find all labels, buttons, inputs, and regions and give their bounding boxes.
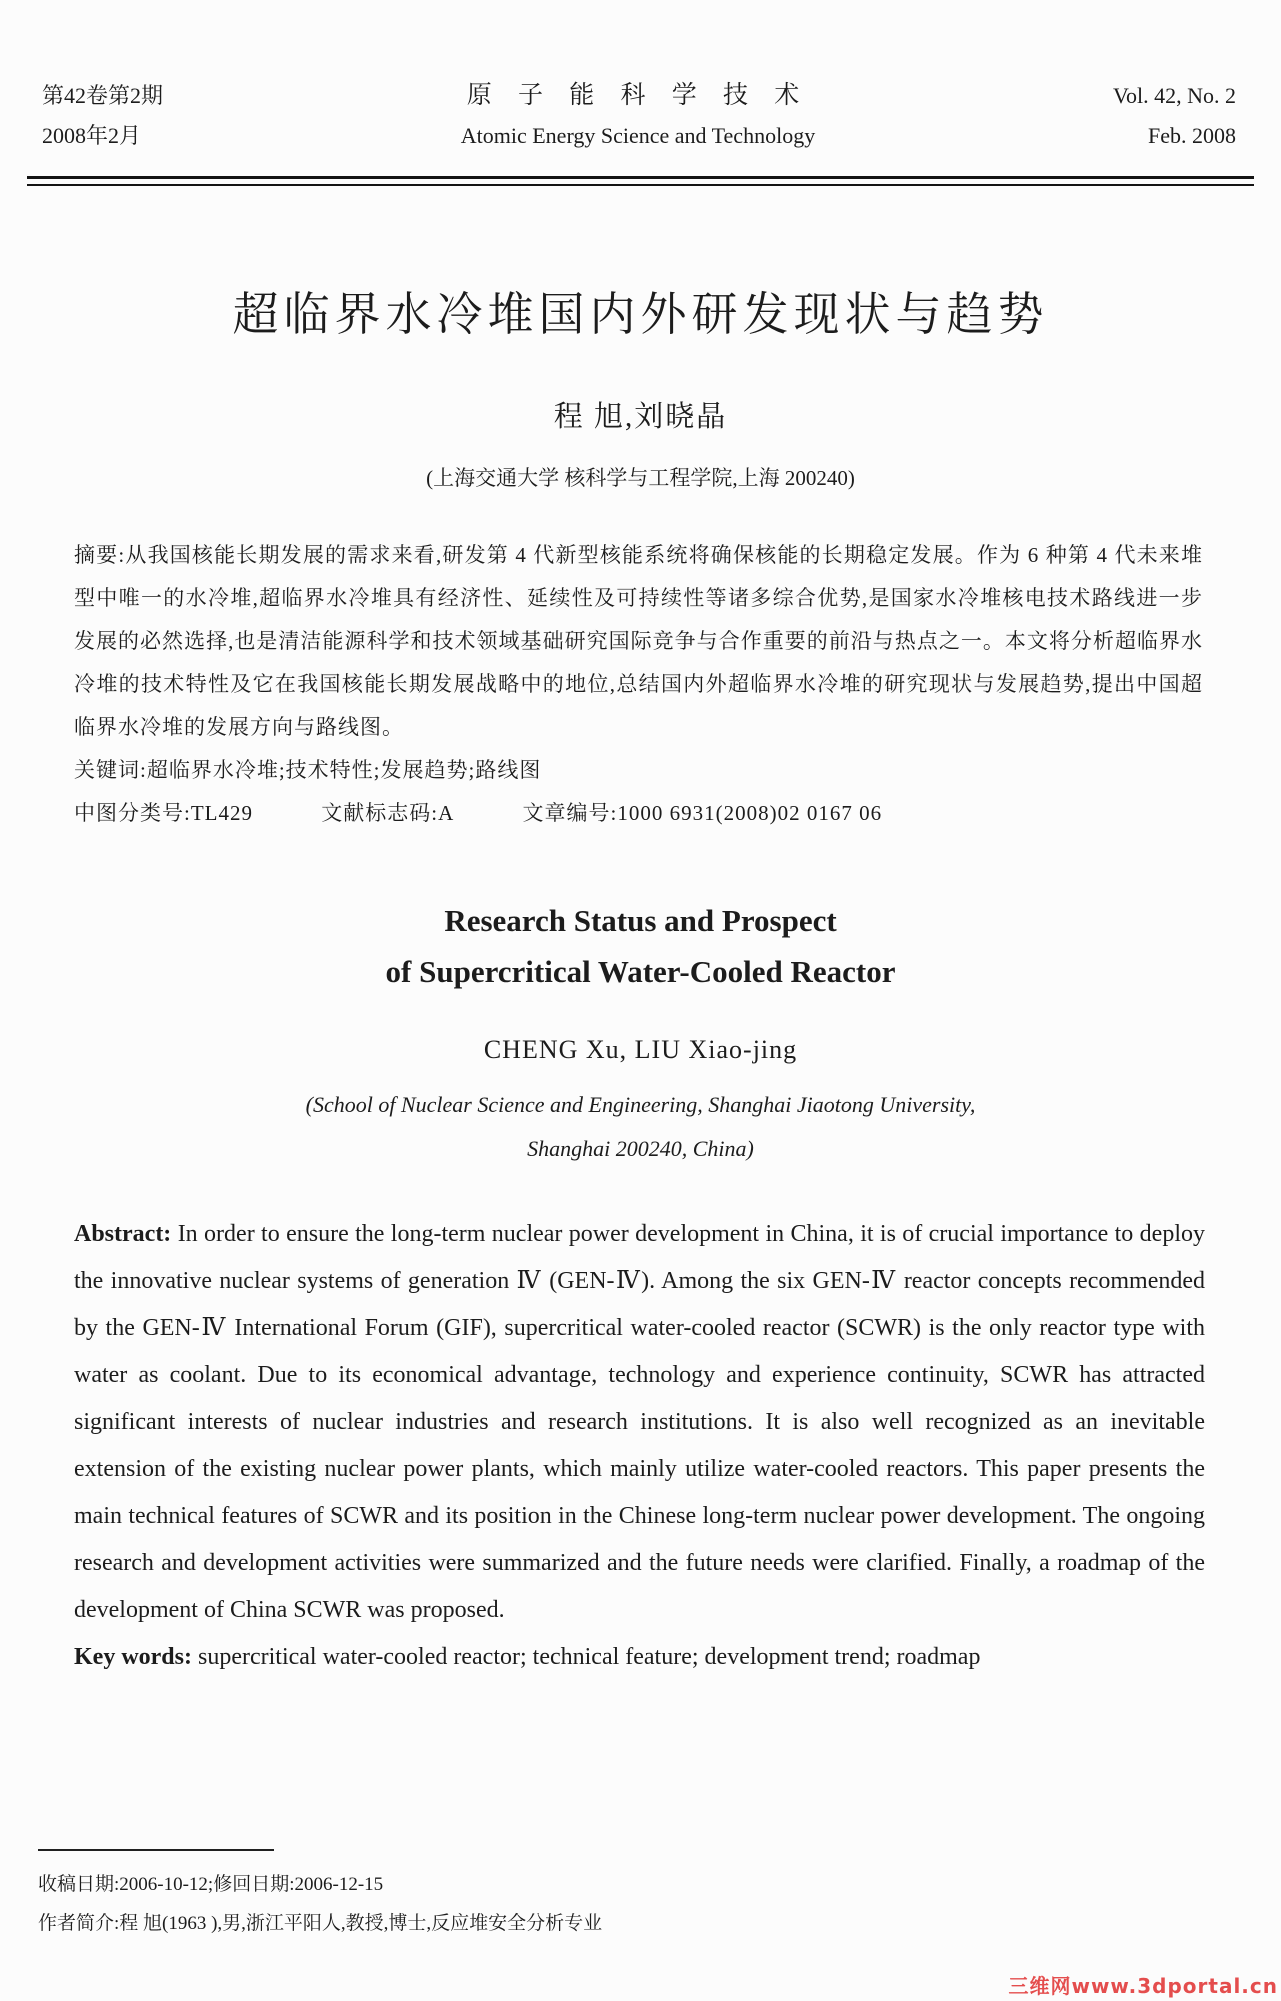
abstract-cn-text: 从我国核能长期发展的需求来看,研发第 4 代新型核能系统将确保核能的长期稳定发展。作为 6 种第 4 代未来堆型中唯一的水冷堆,超临界水冷堆具有经济性、延续性及可持续性等诸多综合优势,是国家水冷堆核电技术路线进一步发展的必然选择,也是清洁能源科学和技术领域基础研究国际竞争与合作重要的前沿与热点之一。本文将分析超临界水冷堆的技术特性及它在我国核能长期发展战略中的地位,总结国内外超临界水冷堆的研究现状与发展趋势,提出中国超临界水冷堆的发展方向与路线图。 — [74, 543, 1203, 739]
masthead-right — [1113, 76, 1236, 156]
affiliation-en — [0, 1083, 1281, 1171]
authors-cn: 程 旭,刘晓晶 — [553, 401, 728, 433]
clc-value: TL429 — [190, 801, 253, 825]
keywords-en-text: supercritical water-cooled reactor; technical feature; development trend; roadmap — [197, 1644, 981, 1670]
clc-label: 中图分类号: — [74, 801, 191, 825]
site-watermark: 三维网www.3dportal.cn — [1008, 1974, 1278, 1998]
keywords-cn-text: 超临界水冷堆;技术特性;发展趋势;路线图 — [146, 758, 542, 782]
abstract-en — [74, 1211, 1205, 1634]
author-biography: 作者简介:程 旭(1963 ),男,浙江平阳人,教授,博士,反应堆安全分析专业 — [38, 1913, 603, 1934]
article-title-cn: 超临界水冷堆国内外研发现状与趋势 — [232, 289, 1049, 340]
abstract-en-text: In order to ensure the long-term nuclear power development in China, it is of crucial importance to deploy the innovative nuclear systems of generation Ⅳ (GEN-Ⅳ). Among the six GEN-Ⅳ reactor concepts recommended by the GEN-Ⅳ International Forum (GIF), supercritical water-cooled reactor (SCWR) is the only reactor type with water as coolant. Due to its economical advantage, technology and experience continuity, SCWR has attracted significant interests of nuclear industries and research institutions. It is also well recognized as an inevitable extension of the existing nuclear power plants, which mainly utilize water-cooled reactors. This paper presents the main technical features of SCWR and its position in the Chinese long-term nuclear power development. The ongoing research and development activities were summarized and the future needs were clarified. Finally, a roadmap of the development of China SCWR was proposed. — [74, 1221, 1205, 1623]
date-en: Feb. 2008 — [1148, 123, 1236, 148]
authors-en: CHENG Xu, LIU Xiao-jing — [483, 1035, 798, 1064]
received-dates: 收稿日期:2006-10-12;修回日期:2006-12-15 — [38, 1874, 384, 1895]
doc-code-label: 文献标志码: — [321, 801, 439, 825]
keywords-cn — [74, 749, 1203, 792]
article-title-en — [0, 895, 1281, 997]
footnote-block — [38, 1849, 602, 1943]
masthead-divider — [27, 176, 1254, 186]
affiliation-en-line1: (School of Nuclear Science and Engineering, Shanghai Jiaotong University, — [305, 1092, 976, 1117]
keywords-cn-label: 关键词: — [74, 758, 147, 782]
article-title-en-line1: Research Status and Prospect — [444, 903, 837, 938]
clc-segment — [74, 792, 253, 835]
doc-code-segment — [321, 792, 454, 835]
abstract-cn — [74, 534, 1203, 749]
footnote-divider — [38, 1849, 274, 1851]
affiliation-cn: (上海交通大学 核科学与工程学院,上海 200240) — [426, 466, 855, 490]
article-no-label: 文章编号: — [522, 801, 618, 825]
journal-masthead — [0, 0, 1281, 156]
journal-name-cn: 原 子 能 科 学 技 术 — [466, 82, 810, 109]
affiliation-en-line2: Shanghai 200240, China) — [527, 1136, 754, 1161]
date-cn: 2008年2月 — [42, 123, 142, 148]
abstract-en-label: Abstract: — [74, 1221, 172, 1247]
abstract-cn-label: 摘要: — [74, 543, 126, 567]
article-no-value: 1000 6931(2008)02 0167 06 — [617, 801, 883, 825]
masthead-left — [42, 76, 163, 156]
classification-line — [74, 792, 1203, 835]
doc-code-value: A — [438, 801, 455, 825]
article-no-segment — [523, 792, 883, 835]
keywords-en-label: Key words: — [74, 1644, 192, 1670]
article-title-en-line2: of Supercritical Water-Cooled Reactor — [385, 954, 896, 989]
keywords-en — [74, 1634, 1205, 1681]
journal-name-en: Atomic Energy Science and Technology — [460, 123, 816, 148]
volume-issue-cn: 第42卷第2期 — [42, 83, 164, 108]
masthead-center — [163, 76, 1113, 156]
volume-issue-en: Vol. 42, No. 2 — [1112, 83, 1236, 108]
